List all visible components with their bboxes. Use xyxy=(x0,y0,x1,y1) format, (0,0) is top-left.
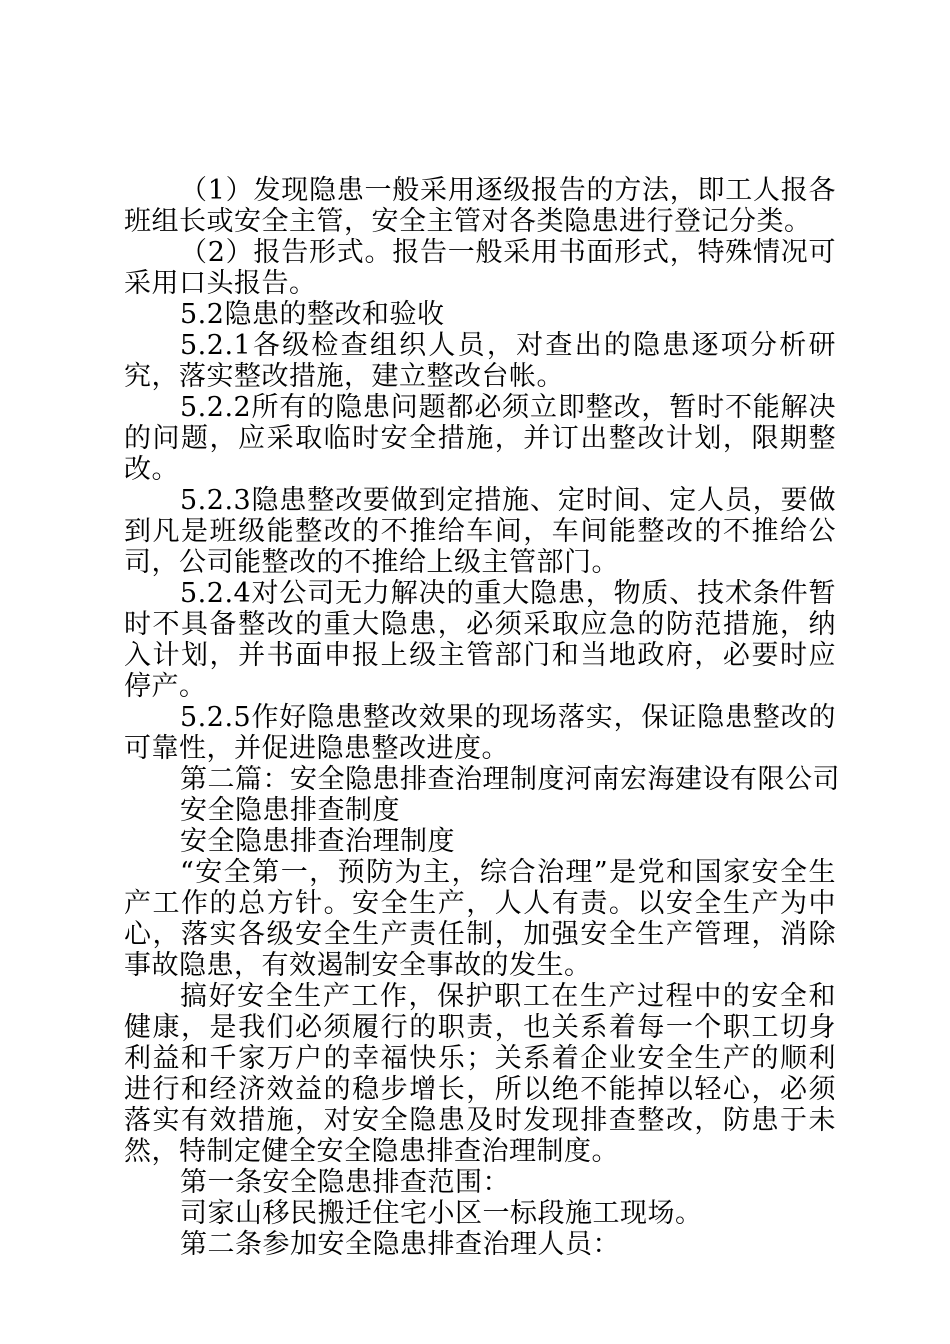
paragraph-5-2-2: 5.2.2所有的隐患问题都必须立即整改，暂时不能解决的问题，应采取临时安全措施，并订出整改计划，限期整改。 xyxy=(124,392,836,485)
part-two-title: 第二篇：安全隐患排查治理制度河南宏海建设有限公司 xyxy=(180,764,840,795)
paragraph-safety-responsibility: 搞好安全生产工作，保护职工在生产过程中的安全和健康，是我们必须履行的职责，也关系着每一个职工切身利益和千家万户的幸福快乐；关系着企业安全生产的顺利进行和经济效益的稳步增长，所以绝不能掉以轻心，必须落实有效措施，对安全隐患及时发现排查整改，防患于未然，特制定健全安全隐患排查治理制度。 xyxy=(124,981,836,1167)
paragraph-5-2-4: 5.2.4对公司无力解决的重大隐患，物质、技术条件暂时不具备整改的重大隐患，必须采取应急的防范措施，纳入计划，并书面申报上级主管部门和当地政府，必要时应停产。 xyxy=(124,578,836,702)
paragraph-5-2-5: 5.2.5作好隐患整改效果的现场落实，保证隐患整改的可靠性，并促进隐患整改进度。 xyxy=(124,702,836,764)
article-one-scope: 司家山移民搬迁住宅小区一标段施工现场。 xyxy=(180,1198,703,1229)
section-heading-5-2: 5.2隐患的整改和验收 xyxy=(180,299,445,330)
paragraph-report-method: （1）发现隐患一般采用逐级报告的方法，即工人报各班组长或安全主管，安全主管对各类隐患进行登记分类。 xyxy=(124,175,836,237)
paragraph-5-2-1: 5.2.1各级检查组织人员，对查出的隐患逐项分析研究，落实整改措施，建立整改台帐。 xyxy=(124,330,836,392)
subtitle-inspection-system: 安全隐患排查制度 xyxy=(180,795,400,826)
paragraph-safety-policy: “安全第一，预防为主，综合治理”是党和国家安全生产工作的总方针。安全生产，人人有责。以安全生产为中心，落实各级安全生产责任制，加强安全生产管理，消除事故隐患，有效遏制安全事故的发生。 xyxy=(124,857,836,981)
subtitle-governance-system: 安全隐患排查治理制度 xyxy=(180,826,455,857)
paragraph-5-2-3: 5.2.3隐患整改要做到定措施、定时间、定人员，要做到凡是班级能整改的不推给车间，车间能整改的不推给公司，公司能整改的不推给上级主管部门。 xyxy=(124,485,836,578)
document-body xyxy=(124,175,840,1260)
article-one-heading: 第一条安全隐患排查范围： xyxy=(180,1167,510,1198)
paragraph-report-form: （2）报告形式。报告一般采用书面形式，特殊情况可采用口头报告。 xyxy=(124,237,836,299)
article-two-heading: 第二条参加安全隐患排查治理人员： xyxy=(180,1229,620,1260)
